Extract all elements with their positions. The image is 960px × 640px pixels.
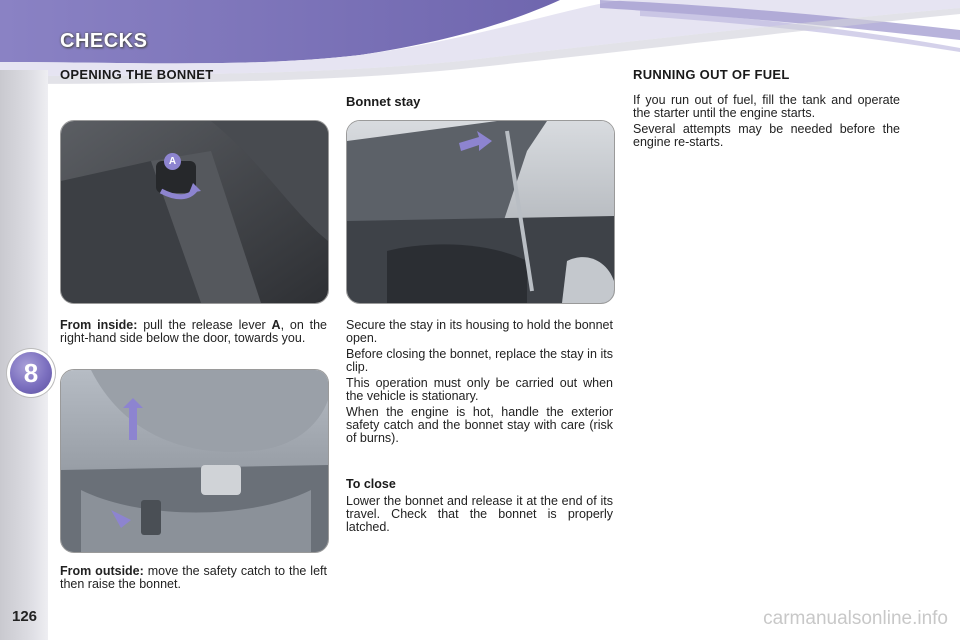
chapter-number: 8 (23, 358, 39, 388)
section-heading-running-out-fuel: RUNNING OUT OF FUEL (633, 67, 790, 82)
fuel-paragraph-2: Several attempts may be needed before the engine re-starts. (633, 122, 900, 149)
stay-paragraph-1: Secure the stay in its housing to hold the bonnet open. (346, 318, 613, 345)
from-inside-paragraph (60, 319, 327, 345)
image-bonnet-release-lever (60, 120, 329, 304)
image-bonnet-stay (346, 120, 615, 304)
to-close-heading: To close (346, 477, 396, 491)
chapter-badge (10, 352, 52, 394)
lever-a-badge: A (164, 153, 181, 170)
image-safety-catch (60, 369, 329, 553)
to-close-paragraph: Lower the bonnet and release it at the end of its travel. Check that the bonnet is properly latched. (346, 494, 613, 534)
section-heading-bonnet-stay: Bonnet stay (346, 94, 421, 109)
from-inside-label: From inside: (60, 318, 138, 332)
watermark-text: carmanualsonline.info (763, 608, 948, 629)
page-title: CHECKS (60, 30, 148, 52)
section-heading-opening-bonnet: OPENING THE BONNET (60, 67, 214, 82)
fuel-paragraph-1: If you run out of fuel, fill the tank and operate the starter until the engine starts. (633, 93, 900, 120)
from-outside-label: From outside: (60, 564, 144, 578)
stay-paragraph-4: When the engine is hot, handle the exterior safety catch and the bonnet stay with care (risk of burns). (346, 405, 613, 445)
from-inside-text-b: , on the right-hand side below the door, towards you. (60, 318, 327, 345)
from-outside-text: move the safety catch to the left then raise the bonnet. (60, 564, 327, 591)
stay-paragraph-3: This operation must only be carried out when the vehicle is stationary. (346, 376, 613, 403)
page-number: 126 (12, 608, 38, 625)
lever-a-label: A (271, 318, 281, 332)
from-outside-paragraph (60, 565, 327, 591)
stay-paragraph-2: Before closing the bonnet, replace the stay in its clip. (346, 347, 613, 374)
from-inside-text-a: pull the release lever (137, 318, 272, 332)
